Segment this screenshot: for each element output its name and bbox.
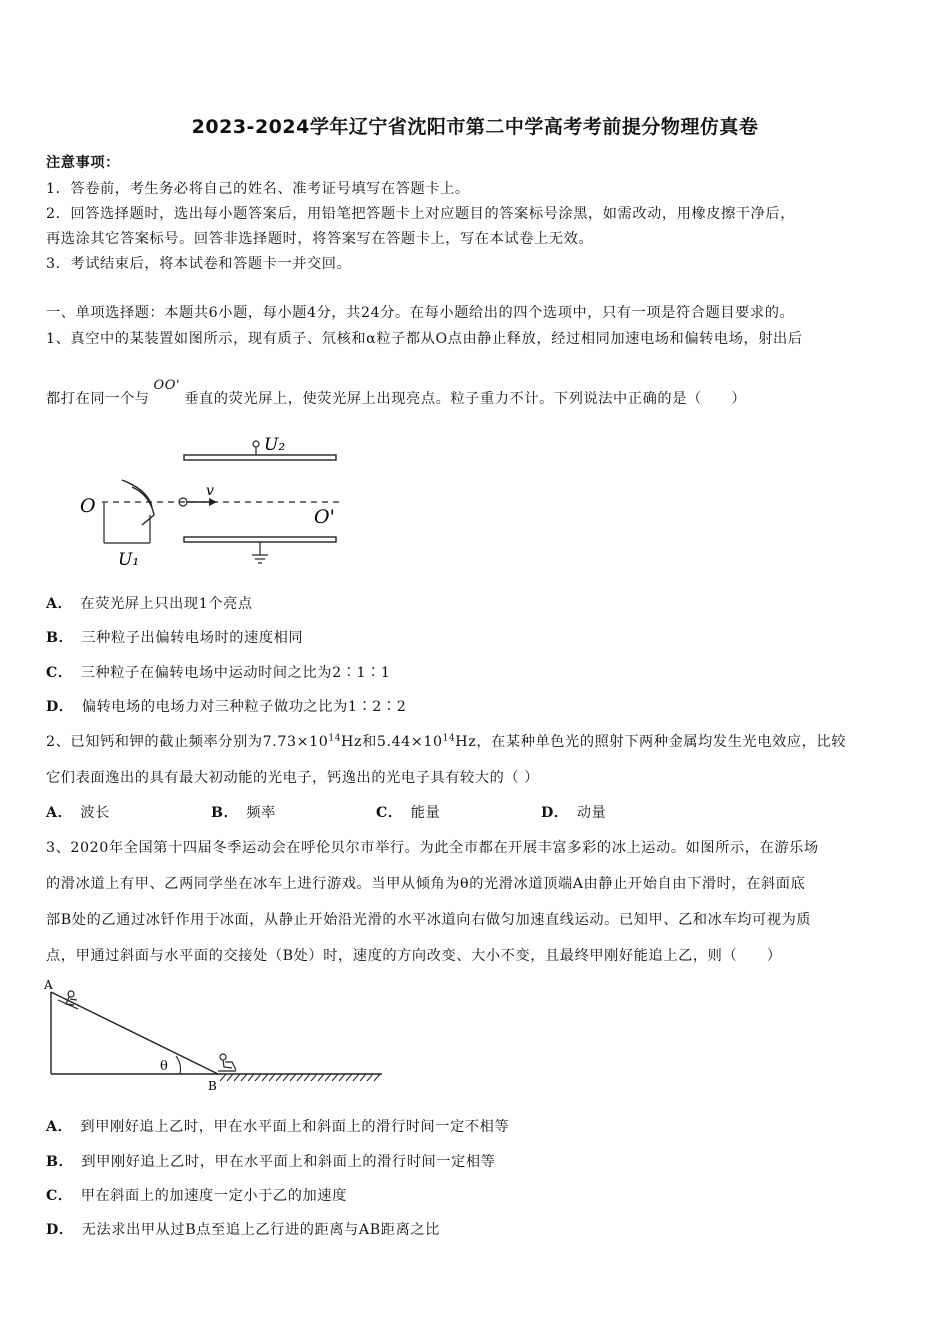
q3-stem-line: 部B处的乙通过冰钎作用于冰面，从静止开始沿光滑的水平冰道向右做匀加速直线运动。已知甲、乙和冰车均可视为质 bbox=[46, 912, 812, 928]
q1-option-a: A． 在荧光屏上只出现1个亮点 bbox=[46, 596, 253, 612]
u2-label: U₂ bbox=[264, 435, 286, 455]
q2-options: A． 波长 B． 频率 C． 能量 D． 动量 bbox=[46, 805, 607, 821]
q1-option-c: C． 三种粒子在偏转电场中运动时间之比为2∶1∶1 bbox=[46, 665, 391, 681]
q1-stem-pre: 都打在同一个与 bbox=[46, 391, 150, 407]
notice-heading: 注意事项： bbox=[46, 155, 120, 171]
q3-option-d: D． 无法求出甲从过B点至追上乙行进的距离与AB距离之比 bbox=[46, 1222, 440, 1238]
lower-plate bbox=[184, 537, 336, 542]
q3-option-c: C． 甲在斜面上的加速度一定小于乙的加速度 bbox=[46, 1188, 347, 1204]
q3-option-b: B． 到甲刚好追上乙时，甲在水平面上和斜面上的滑行时间一定相等 bbox=[46, 1154, 496, 1170]
q3-option-a: A． 到甲刚好追上乙时，甲在水平面上和斜面上的滑行时间一定不相等 bbox=[46, 1119, 510, 1135]
q2-stem-line1: 2、已知钙和钾的截止频率分别为$7.73\times 10^{14}Hz$和$5.44\times 10^{14}Hz$，在某种单色光的照射下两种金属均发生光电效应，比较 bbox=[46, 733, 847, 750]
label-v: v bbox=[206, 483, 214, 499]
q3-figure bbox=[40, 978, 390, 1093]
q3-stem-line: 3、2020年全国第十四届冬季运动会在呼伦贝尔市举行。为此全市都在开展丰富多彩的冰上运动。如图所示，在游乐场 bbox=[46, 840, 819, 856]
q1-figure bbox=[70, 425, 370, 585]
q2-stem-line2: 它们表面逸出的具有最大初动能的光电子，钙逸出的光电子具有较大的（ ） bbox=[46, 770, 540, 786]
q1-stem-line2 bbox=[46, 378, 747, 408]
q1-stem-post: 垂直的荧光屏上，使荧光屏上出现亮点。粒子重力不计。下列说法中正确的是（ ） bbox=[184, 391, 747, 407]
ground-hatching bbox=[220, 1074, 380, 1081]
angle-arc bbox=[176, 1056, 181, 1074]
q3-stem-line: 的滑冰道上有甲、乙两同学坐在冰车上进行游戏。当甲从倾角为θ的光滑冰道顶端A由静止开始自由下滑时，在斜面底 bbox=[46, 876, 806, 892]
notice-item: 3．考试结束后，将本试卷和答题卡一并交回。 bbox=[46, 256, 352, 272]
upper-plate bbox=[184, 455, 336, 460]
notice-item: 再选涂其它答案标号。回答非选择题时，将答案写在答题卡上，写在本试卷上无效。 bbox=[46, 231, 594, 247]
q1-option-b: B． 三种粒子出偏转电场时的速度相同 bbox=[46, 630, 304, 646]
u2-terminal bbox=[253, 441, 259, 447]
u1-label: U₁ bbox=[118, 550, 140, 570]
label-o-prime: O' bbox=[314, 506, 335, 528]
notice-item: 2．回答选择题时，选出每小题答案后，用铅笔把答题卡上对应题目的答案标号涂黑，如需改动，用橡皮擦干净后， bbox=[46, 206, 796, 222]
label-o: O bbox=[80, 495, 96, 517]
notice-item: 1．答卷前，考生务必将自己的姓名、准考证号填写在答题卡上。 bbox=[46, 181, 470, 197]
velocity-arrowhead bbox=[209, 498, 217, 506]
label-a: A bbox=[44, 978, 53, 992]
oo-symbol: OO' bbox=[153, 378, 181, 393]
q3-stem-line: 点，甲通过斜面与水平面的交接处（B处）时，速度的方向改变、大小不变，且最终甲刚好能追上乙，则（ ） bbox=[46, 948, 782, 964]
q1-stem-line1: 1、真空中的某装置如图所示，现有质子、氘核和α粒子都从O点由静止释放，经过相同加速电场和偏转电场，射出后 bbox=[46, 331, 803, 347]
label-theta: θ bbox=[160, 1059, 168, 1074]
sled-person-jia bbox=[58, 991, 78, 1009]
accel-electrode bbox=[122, 480, 152, 507]
label-b: B bbox=[208, 1079, 217, 1093]
sled-person-yi bbox=[218, 1054, 236, 1071]
q1-option-d: D． 偏转电场的电场力对三种粒子做功之比为1∶2∶2 bbox=[46, 699, 407, 715]
section-heading: 一、单项选择题：本题共6小题，每小题4分，共24分。在每小题给出的四个选项中，只有一项是符合题目要求的。 bbox=[46, 305, 795, 321]
incline-slope bbox=[51, 992, 218, 1074]
exam-title: 2023-2024学年辽宁省沈阳市第二中学高考考前提分物理仿真卷 bbox=[191, 116, 759, 138]
